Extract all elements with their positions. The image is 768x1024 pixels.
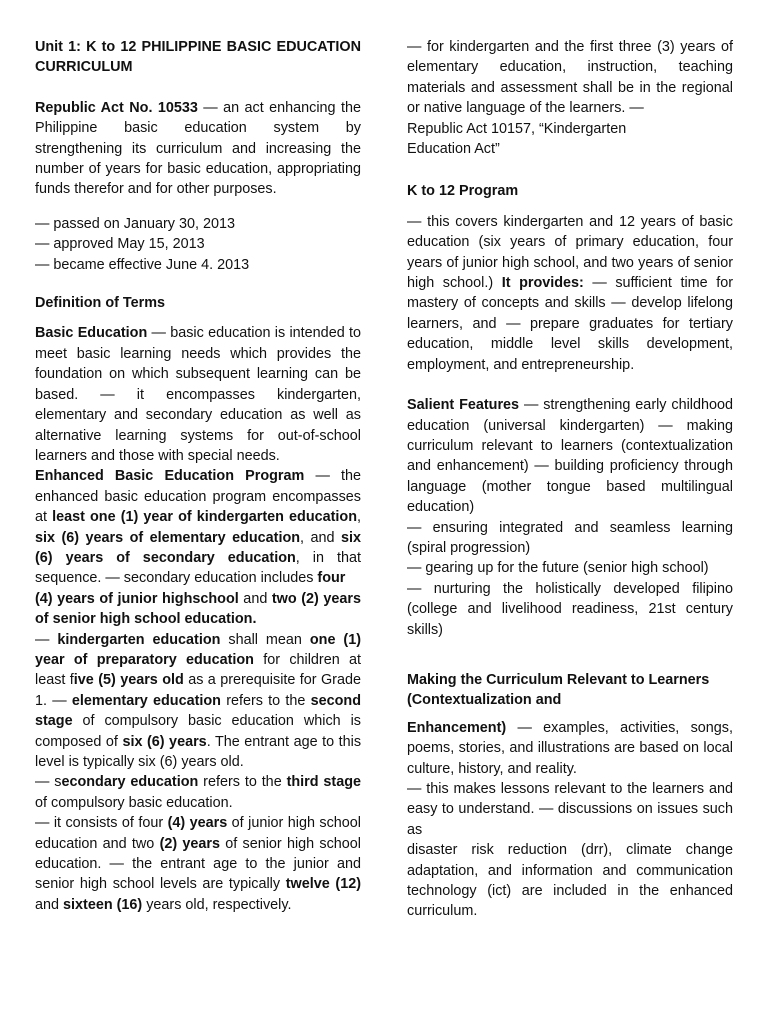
ra-10157-title-line: Education Act” (407, 141, 500, 158)
consists-paragraph: — it consists of four (4) years of junior high school education and two (2) years of senior high school education. — the entrant age to the junior and senior high school levels are typically twelve (12) and sixteen (16) years old, respectively. (35, 815, 362, 913)
ra-date-effective: — became effective June 4. 2013 (35, 256, 250, 273)
salient-features-paragraph: Salient Features — strengthening early childhood education (universal kindergarten) — making curriculum relevant to learners (contextualization and enhancement) — building proficiency through language (mother tongue based multilingual education) (407, 397, 733, 516)
basic-education-paragraph: Basic Education — basic education is intended to meet basic learning needs which provides the foundation on which subsequent learning can be based. — it encompasses kindergarten, elementary and secondary education as well as alternative learning systems for out-of-school learners and those with special needs. (35, 325, 361, 464)
ra-dates (35, 214, 361, 275)
enhancement-paragraph: Enhancement) — examples, activities, songs, poems, stories, and illustrations are based on local culture, history, and reality. (407, 719, 733, 777)
ebep-years-paragraph: (4) years of junior highschool and two (2) years of senior high school education. (35, 590, 361, 628)
definitions-heading: Definition of Terms (35, 295, 166, 312)
republic-act-name: Republic Act No. 10533 (35, 99, 198, 116)
right-column (407, 37, 733, 922)
curriculum-relevant-heading: Making the Curriculum Relevant to Learners (Contextualization and (407, 671, 710, 709)
ebep-paragraph: Enhanced Basic Education Program — the enhanced basic education program encompasses at least one (1) year of kindergarten education, six (6) years of elementary education, and six (6) years of secondary education, in that sequence. — secondary education includes four (35, 468, 362, 587)
lessons-relevant-paragraph: — this makes lessons relevant to the learners and easy to understand. — discussions on issues such as (407, 781, 733, 838)
k12-paragraph: — this covers kindergarten and 12 years of basic education (six years of primary education, four years of junior high school, and two years of senior high school.) It provides: — sufficient time for mastery of concepts and skills — develop lifelong learners, and — prepare graduates for tertiary education, middle level skills development, employment, and entrepreneurship. (407, 213, 733, 373)
republic-act-paragraph: Republic Act No. 10533 — an act enhancing the Philippine basic education system by strengthening its curriculum and increasing the number of years for basic education, appropriating funds therefor and for other purposes. (35, 99, 361, 198)
kindergarten-paragraph: — kindergarten education shall mean one (1) year of preparatory education for children at least five (5) years old as a prerequisite for Grade 1. — elementary education refers to the second stage of compulsory basic education which is composed of six (6) years. The entrant age to this level is typically six (6) years old. (35, 631, 362, 770)
drr-paragraph: disaster risk reduction (drr), climate change adaptation, and information and communication technology (ict) are included in the enhanced curriculum. (407, 842, 733, 920)
left-column (35, 37, 361, 915)
ra-date-passed: — passed on January 30, 2013 (35, 215, 236, 232)
secondary-paragraph: — secondary education refers to the third stage of compulsory basic education. (35, 774, 362, 811)
k12-heading: K to 12 Program (407, 183, 519, 200)
salient-item-future: — gearing up for the future (senior high school) (407, 560, 709, 577)
ra-10157-line: Republic Act 10157, “Kindergarten (407, 120, 627, 137)
language-paragraph: — for kindergarten and the first three (3) years of elementary education, instruction, teaching materials and assessment shall be in the regional or native language of the learners. — (407, 39, 733, 117)
salient-item-holistic: — nurturing the holistically developed filipino (college and livelihood readiness, 21st century skills) (407, 580, 733, 638)
document-title: Unit 1: K to 12 PHILIPPINE BASIC EDUCATION CURRICULUM (35, 39, 361, 76)
ra-date-approved: — approved May 15, 2013 (35, 236, 205, 253)
salient-item-integrated: — ensuring integrated and seamless learning (spiral progression) (407, 519, 733, 556)
